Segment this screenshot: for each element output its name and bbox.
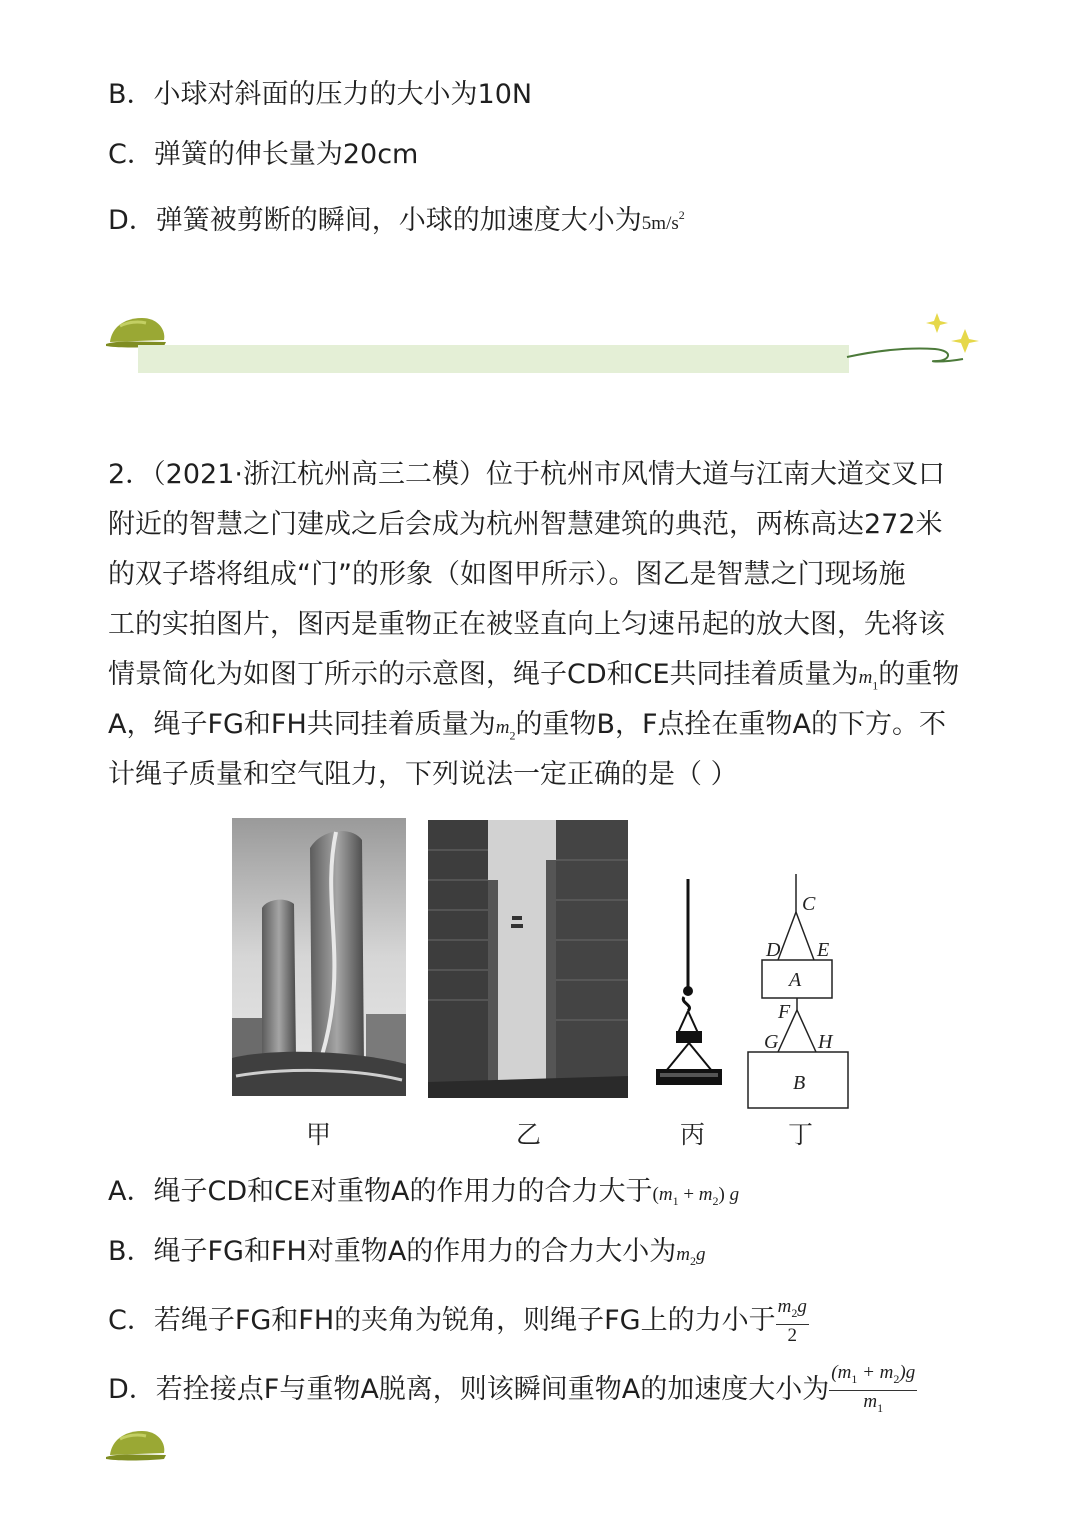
question-text: 的重物B，F点拴在重物A的下方。不 bbox=[515, 709, 947, 740]
question-line: 的双子塔将组成“门”的形象（如图甲所示）。图乙是智慧之门现场施 bbox=[108, 559, 906, 590]
label-a: A bbox=[789, 969, 802, 991]
option-c bbox=[108, 1296, 809, 1347]
option-text: 弹簧的伸长量为20cm bbox=[153, 139, 419, 170]
mass-symbol: m bbox=[495, 717, 510, 738]
divider-bar bbox=[138, 345, 849, 373]
option-label: D． bbox=[108, 205, 156, 236]
formula-a: $(m_1 + m_2)$ g bbox=[652, 1184, 740, 1208]
option-a bbox=[108, 1177, 739, 1216]
option-label: A． bbox=[108, 1176, 154, 1207]
option-text: 若拴接点F与重物A脱离，则该瞬间重物A的加速度大小为 bbox=[155, 1373, 830, 1405]
cap-icon bbox=[104, 1425, 170, 1465]
question-line: 2．（2021·浙江杭州高三二模）位于杭州市风情大道与江南大道交叉口 bbox=[108, 459, 945, 490]
formula-d: $\frac{(m_1 + m_2)g}{m_1}$ bbox=[831, 1362, 916, 1415]
figure-bing-hoist-sketch bbox=[650, 875, 730, 1110]
figure-jia-towers-photo bbox=[232, 818, 406, 1096]
option-text: 绳子CD和CE对重物A的作用力的合力大于 bbox=[153, 1176, 653, 1207]
acceleration-value: 5m/s bbox=[641, 213, 679, 234]
label-e: E bbox=[817, 939, 830, 961]
question-2-stem bbox=[108, 450, 988, 800]
label-b: B bbox=[793, 1072, 806, 1094]
question-line bbox=[108, 700, 988, 750]
question-line: 计绳子质量和空气阻力，下列说法一定正确的是（ ） bbox=[108, 759, 738, 790]
option-b bbox=[108, 1237, 706, 1276]
label-h: H bbox=[818, 1031, 833, 1053]
option-d bbox=[108, 1362, 917, 1419]
label-g: G bbox=[764, 1031, 779, 1053]
prev-option-d bbox=[108, 200, 685, 239]
formula-c: $\frac{m_2g}{2}$ bbox=[777, 1296, 807, 1346]
option-text: 绳子FG和FH对重物A的作用力的合力大小为 bbox=[153, 1236, 677, 1267]
caption-bing: 丙 bbox=[680, 1120, 706, 1149]
label-f: F bbox=[778, 1001, 791, 1023]
sparkle-swirl-icon bbox=[845, 305, 980, 375]
question-line: 工的实拍图片，图丙是重物正在被竖直向上匀速吊起的放大图，先将该 bbox=[108, 609, 945, 640]
figure-ding-schematic bbox=[740, 872, 860, 1112]
option-label: B． bbox=[108, 1236, 154, 1267]
acceleration-exponent: 2 bbox=[678, 208, 685, 222]
question-text: 情景简化为如图丁所示的示意图，绳子CD和CE共同挂着质量为 bbox=[108, 659, 859, 690]
formula-b: $m_2g$ bbox=[676, 1244, 706, 1268]
mass-symbol: m bbox=[858, 667, 873, 688]
caption-jia: 甲 bbox=[306, 1120, 332, 1149]
option-text: 若绳子FG和FH的夹角为锐角，则绳子FG上的力小于 bbox=[153, 1304, 776, 1336]
option-label: B． bbox=[108, 79, 154, 110]
mass-subscript: 2 bbox=[509, 728, 516, 743]
label-c: C bbox=[802, 893, 816, 915]
question-text: A，绳子FG和FH共同挂着质量为 bbox=[108, 709, 496, 740]
option-label: D． bbox=[108, 1373, 156, 1405]
label-d: D bbox=[766, 939, 781, 961]
caption-yi: 乙 bbox=[516, 1120, 542, 1149]
prev-option-b bbox=[108, 80, 532, 110]
option-label: C． bbox=[108, 1304, 154, 1336]
option-label: C． bbox=[108, 139, 154, 170]
mass-subscript: 1 bbox=[872, 678, 879, 693]
figure-yi-construction-photo bbox=[428, 820, 628, 1098]
question-text: 的重物 bbox=[878, 659, 960, 690]
option-text: 小球对斜面的压力的大小为10N bbox=[153, 79, 533, 110]
prev-option-c bbox=[108, 140, 418, 170]
option-text: 弹簧被剪断的瞬间，小球的加速度大小为 bbox=[155, 205, 642, 236]
question-line bbox=[108, 650, 988, 700]
question-line: 附近的智慧之门建成之后会成为杭州智慧建筑的典范，两栋高达272米 bbox=[108, 509, 943, 540]
caption-ding: 丁 bbox=[788, 1120, 814, 1149]
